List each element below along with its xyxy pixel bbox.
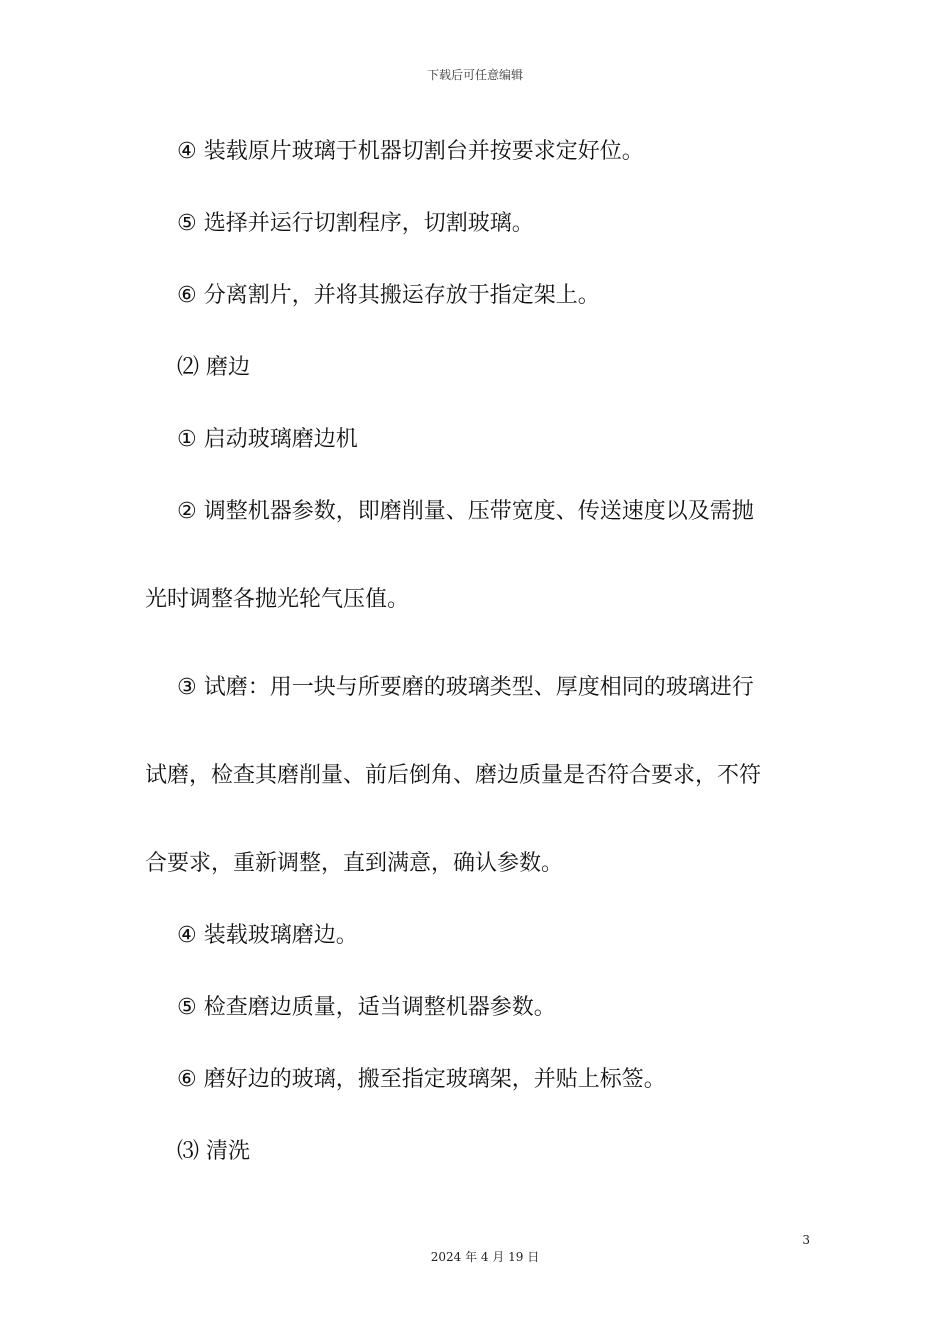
edging-step-3-line-1: ③ 试磨：用一块与所要磨的玻璃类型、厚度相同的玻璃进行: [177, 675, 754, 700]
step-5-run-cutting: ⑤ 选择并运行切割程序，切割玻璃。: [177, 211, 534, 236]
edging-step-2-line-1: ② 调整机器参数，即磨削量、压带宽度、传送速度以及需抛: [177, 499, 754, 524]
step-6-separate-pieces: ⑥ 分离割片，并将其搬运存放于指定架上。: [177, 283, 600, 308]
edging-step-4: ④ 装载玻璃磨边。: [177, 923, 358, 948]
edging-step-1: ① 启动玻璃磨边机: [177, 427, 358, 452]
section-cleaning-heading: ⑶ 清洗: [177, 1139, 250, 1164]
document-body: [145, 130, 807, 1174]
page-number: 3: [802, 1233, 810, 1247]
footer-date: 2024 年 4 月 19 日: [430, 1250, 540, 1264]
section-edging-heading: ⑵ 磨边: [177, 355, 250, 380]
edging-step-6: ⑥ 磨好边的玻璃，搬至指定玻璃架，并贴上标签。: [177, 1067, 666, 1092]
step-4-load-glass: ④ 装载原片玻璃于机器切割台并按要求定好位。: [177, 139, 644, 164]
edging-step-5: ⑤ 检查磨边质量，适当调整机器参数。: [177, 995, 556, 1020]
page-header: 下载后可任意编辑: [426, 68, 523, 82]
edging-step-3-line-3: 合要求，重新调整，直到满意，确认参数。: [145, 851, 564, 876]
edging-step-2-line-2: 光时调整各抛光轮气压值。: [145, 587, 410, 612]
edging-step-3-line-2: 试磨，检查其磨削量、前后倒角、磨边质量是否符合要求，不符: [145, 763, 762, 788]
